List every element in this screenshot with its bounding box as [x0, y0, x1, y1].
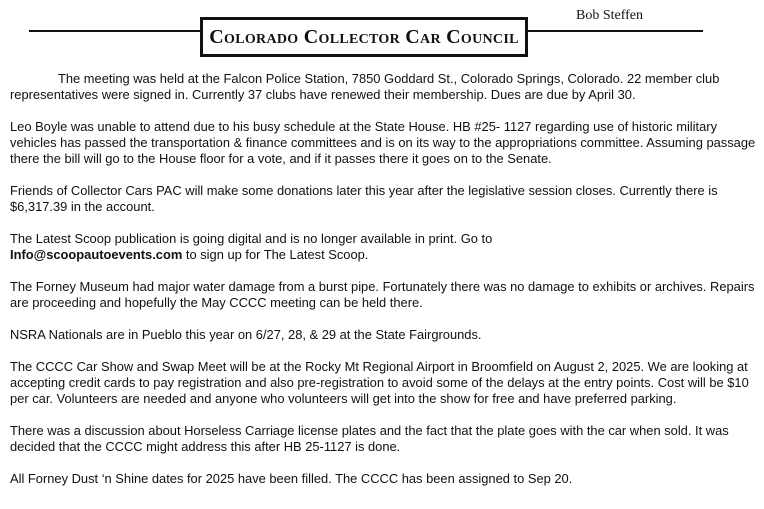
latest-scoop-text: The Latest Scoop publication is going digital and is no longer available in print. Go to: [10, 231, 493, 246]
paragraph-latest-scoop: [10, 231, 756, 263]
paragraph-meeting: The meeting was held at the Falcon Police Station, 7850 Goddard St., Colorado Springs, Colorado. 22 member club representatives were signed in. Currently 37 clubs have renewed their membership. Dues are due by April 30.: [10, 71, 720, 102]
scoop-email-link[interactable]: Info@scoopautoevents.com: [10, 247, 183, 262]
paragraph-car-show: The CCCC Car Show and Swap Meet will be at the Rocky Mt Regional Airport in Broomfield on August 2, 2025. We are looking at accepting credit cards to pay registration and also pre-registration to avoid some of the delays at the entry points. Cost will be $10 per car. Volunteers are needed and anyone who volunteers will get into the show for free and have preferred parking.: [10, 359, 749, 406]
paragraph-forney-museum: The Forney Museum had major water damage from a burst pipe. Fortunately there was no damage to exhibits or archives. Repairs are proceeding and hopefully the May CCCC meeting can be held there.: [10, 279, 755, 310]
paragraph-license-plates: There was a discussion about Horseless Carriage license plates and the fact that the plate goes with the car when sold. It was decided that the CCCC might address this after HB 25-1127 is done.: [10, 423, 729, 454]
title-rule-left: [29, 30, 202, 32]
article-body: [10, 71, 756, 503]
masthead-title: Colorado Collector Car Council: [209, 25, 519, 48]
author-byline: Bob Steffen: [576, 8, 644, 23]
masthead-box: [200, 17, 528, 57]
paragraph-pac: Friends of Collector Cars PAC will make some donations later this year after the legislative session closes. Currently there is $6,317.39 in the account.: [10, 183, 718, 214]
paragraph-nsra: NSRA Nationals are in Pueblo this year on 6/27, 28, & 29 at the State Fairgrounds.: [10, 327, 482, 342]
latest-scoop-text-end: to sign up for The Latest Scoop.: [185, 247, 369, 262]
paragraph-legislation: Leo Boyle was unable to attend due to his busy schedule at the State House. HB #25- 1127 regarding use of historic military vehicles has passed the transportation & finance committees and is on its way to the appropriations committee. Assuming passage there the bill will go to the House floor for a vote, and if it passes there it goes on to the Senate.: [10, 119, 756, 166]
paragraph-dust-n-shine: All Forney Dust ‘n Shine dates for 2025 have been filled. The CCCC has been assigned to Sep 20.: [10, 471, 573, 486]
title-rule-right: [527, 30, 703, 32]
